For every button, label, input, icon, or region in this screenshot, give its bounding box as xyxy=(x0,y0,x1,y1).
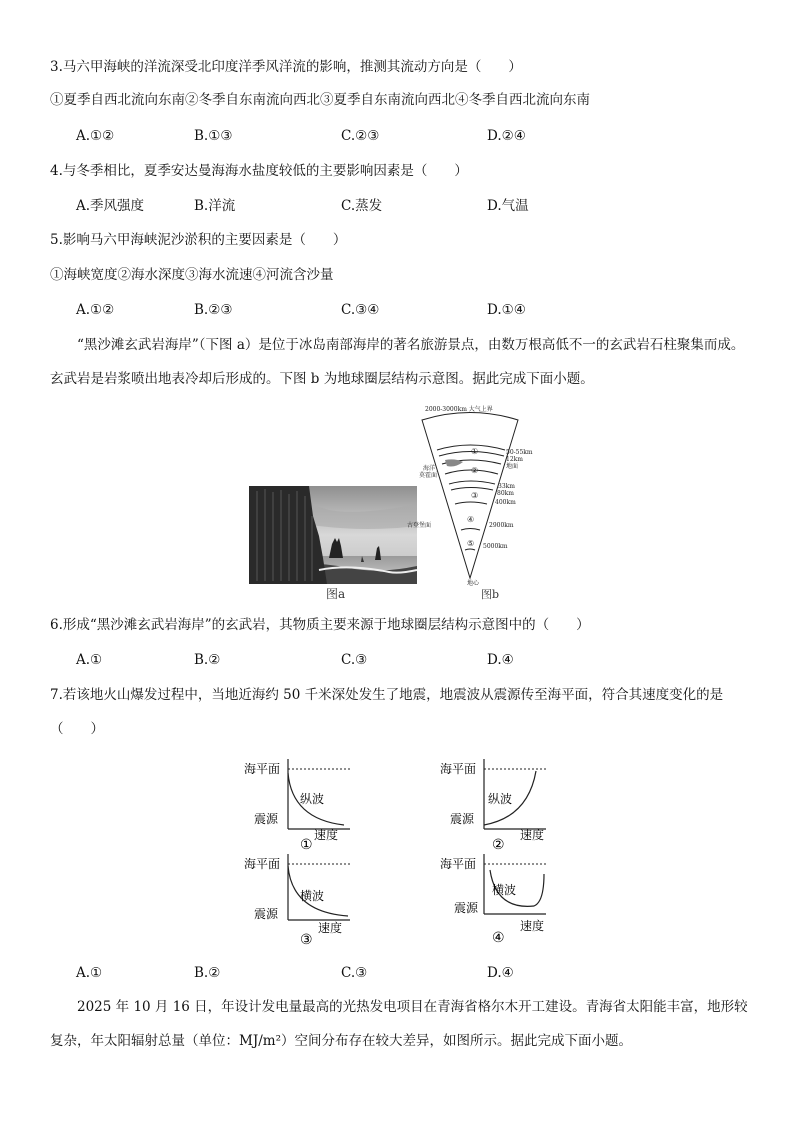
graph2-number: ② xyxy=(492,837,505,853)
fig-b-label-r3: 地面 xyxy=(506,463,519,470)
graph3-x-label: 速度 xyxy=(318,921,343,935)
q5-option-b[interactable]: B.②③ xyxy=(194,302,233,318)
q5-option-a[interactable]: A.①② xyxy=(76,302,115,318)
intro-paragraph-solar: 2025 年 10 月 16 日，年设计发电量最高的光热发电项目在青海省格尔木开工建设。青海省太阳能丰富，地形较复杂，年太阳辐射总量（单位：MJ/m²）空间分布存在较大差异，如图所示。据此完成下面小题。 xyxy=(50,999,748,1049)
q5-option-d[interactable]: D.①④ xyxy=(487,302,526,318)
q6-option-b[interactable]: B.② xyxy=(194,652,221,668)
q7-option-b[interactable]: B.② xyxy=(194,965,221,981)
fig-b-layer-5: ⑤ xyxy=(467,539,475,548)
q7-graph-4 xyxy=(440,850,560,948)
graph4-number: ④ xyxy=(492,930,505,946)
fig-b-layer-3: ③ xyxy=(471,491,479,500)
graph1-wave: 纵波 xyxy=(300,792,325,806)
fig-b-label-r6: 400km xyxy=(495,499,516,506)
graph4-y-bottom: 震源 xyxy=(454,901,479,915)
q4-stem: 4.与冬季相比，夏季安达曼海海水盐度较低的主要影响因素是（ ） xyxy=(50,163,468,179)
q6-stem: 6.形成“黑沙滩玄武岩海岸”的玄武岩，其物质主要来源于地球圈层结构示意图中的（ ） xyxy=(50,617,590,633)
fig-b-label-r8: 5000km xyxy=(483,543,508,550)
graph4-y-top: 海平面 xyxy=(440,857,477,871)
q5-option-c[interactable]: C.③④ xyxy=(341,302,380,318)
fig-b-label-l3: 古登堡面 xyxy=(407,522,432,529)
graph4-x-label: 速度 xyxy=(520,919,545,933)
q6-option-c[interactable]: C.③ xyxy=(341,652,368,668)
fig-b-layer-4: ④ xyxy=(467,515,475,524)
fig-b-label-r7: 2900km xyxy=(489,522,514,529)
graph1-y-top: 海平面 xyxy=(244,762,281,776)
q7-option-a[interactable]: A.① xyxy=(76,965,103,981)
q6-option-d[interactable]: D.④ xyxy=(487,652,514,668)
q4-option-c[interactable]: C.蒸发 xyxy=(341,198,383,214)
q5-stem: 5.影响马六甲海峡泥沙淤积的主要因素是（ ） xyxy=(50,232,347,248)
q4-option-b[interactable]: B.洋流 xyxy=(194,198,236,214)
q3-stem: 3.马六甲海峡的洋流深受北印度洋季风洋流的影响，推测其流动方向是（ ） xyxy=(50,59,522,75)
q7-graph-1 xyxy=(244,755,364,853)
q3-option-c[interactable]: C.②③ xyxy=(341,128,380,144)
graph4-wave: 横波 xyxy=(492,883,517,897)
graph3-wave: 横波 xyxy=(300,889,325,903)
q4-option-a[interactable]: A.季风强度 xyxy=(76,198,145,214)
intro-paragraph-basalt: “黑沙滩玄武岩海岸”（下图 a）是位于冰岛南部海岸的著名旅游景点，由数万根高低不一的玄武岩石柱聚集而成。玄武岩是岩浆喷出地表冷却后形成的。下图 b 为地球圈层结构示意图。据此完成下面小题。 xyxy=(50,337,745,387)
graph2-y-bottom: 震源 xyxy=(450,812,475,826)
graph3-number: ③ xyxy=(300,932,313,948)
fig-b-label-l2: 莫霍面 xyxy=(419,472,438,479)
figure-b-earth-layers xyxy=(385,400,545,588)
q3-option-a[interactable]: A.①② xyxy=(76,128,115,144)
q7-option-d[interactable]: D.④ xyxy=(487,965,514,981)
fig-b-top-label: 2000-3000km 大气上界 xyxy=(425,406,493,413)
fig-b-label-r5: 80km xyxy=(497,490,514,497)
fig-b-layer-2: ② xyxy=(471,466,479,475)
fig-b-label-l1: 海洋 xyxy=(423,465,436,472)
graph3-y-top: 海平面 xyxy=(244,857,281,871)
figure-b-caption: 图b xyxy=(481,588,500,601)
q4-option-d[interactable]: D.气温 xyxy=(487,198,529,214)
q6-option-a[interactable]: A.① xyxy=(76,652,103,668)
q3-option-b[interactable]: B.①③ xyxy=(194,128,233,144)
fig-b-layer-1: ① xyxy=(471,447,479,456)
graph1-number: ① xyxy=(300,837,313,853)
graph2-wave: 纵波 xyxy=(488,792,513,806)
fig-b-label-r4: 33km xyxy=(498,483,515,490)
q7-graph-2 xyxy=(440,755,560,853)
q7-option-c[interactable]: C.③ xyxy=(341,965,368,981)
graph2-x-label: 速度 xyxy=(520,828,545,842)
fig-b-label-r2: 12km xyxy=(506,456,523,463)
graph1-x-label: 速度 xyxy=(314,828,339,842)
graph3-y-bottom: 震源 xyxy=(254,907,279,921)
q7-stem-line1: 7.若该地火山爆发过程中，当地近海约 50 千米深处发生了地震，地震波从震源传至海平面，符合其速度变化的是 xyxy=(50,687,724,703)
figure-a-caption: 图a xyxy=(326,587,346,601)
fig-b-label-r1: 50-55km xyxy=(506,449,533,456)
q3-statements: ①夏季自西北流向东南②冬季自东南流向西北③夏季自东南流向西北④冬季自西北流向东南 xyxy=(50,92,590,108)
q7-stem-line2: （ ） xyxy=(50,721,104,737)
fig-b-center-label: 地心 xyxy=(467,580,480,587)
q7-graph-3 xyxy=(244,850,364,948)
graph1-y-bottom: 震源 xyxy=(254,812,279,826)
graph2-y-top: 海平面 xyxy=(440,762,477,776)
q3-option-d[interactable]: D.②④ xyxy=(487,128,526,144)
q5-statements: ①海峡宽度②海水深度③海水流速④河流含沙量 xyxy=(50,267,334,283)
